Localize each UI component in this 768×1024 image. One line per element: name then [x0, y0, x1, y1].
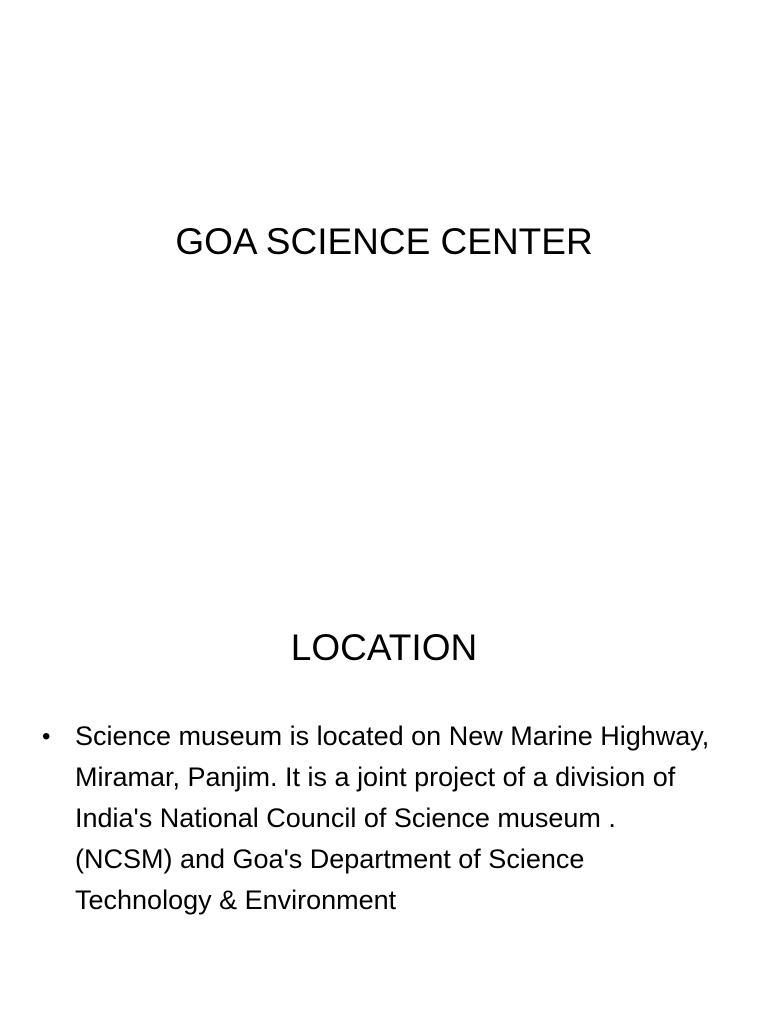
- bullet-dot-icon: •: [42, 723, 51, 750]
- location-bullet-list: [40, 716, 720, 921]
- location-heading: LOCATION: [290, 627, 478, 668]
- slide-title-heading: GOA SCIENCE CENTER: [175, 221, 593, 262]
- location-bullet-item: [40, 716, 720, 921]
- slide-location: [0, 512, 768, 1024]
- location-bullet-text: Science museum is located on New Marine Highway, Miramar, Panjim. It is a joint project of a division of India's National Council of Science museum . (NCSM) and Goa's Department of Science Technology & Environment: [75, 721, 710, 915]
